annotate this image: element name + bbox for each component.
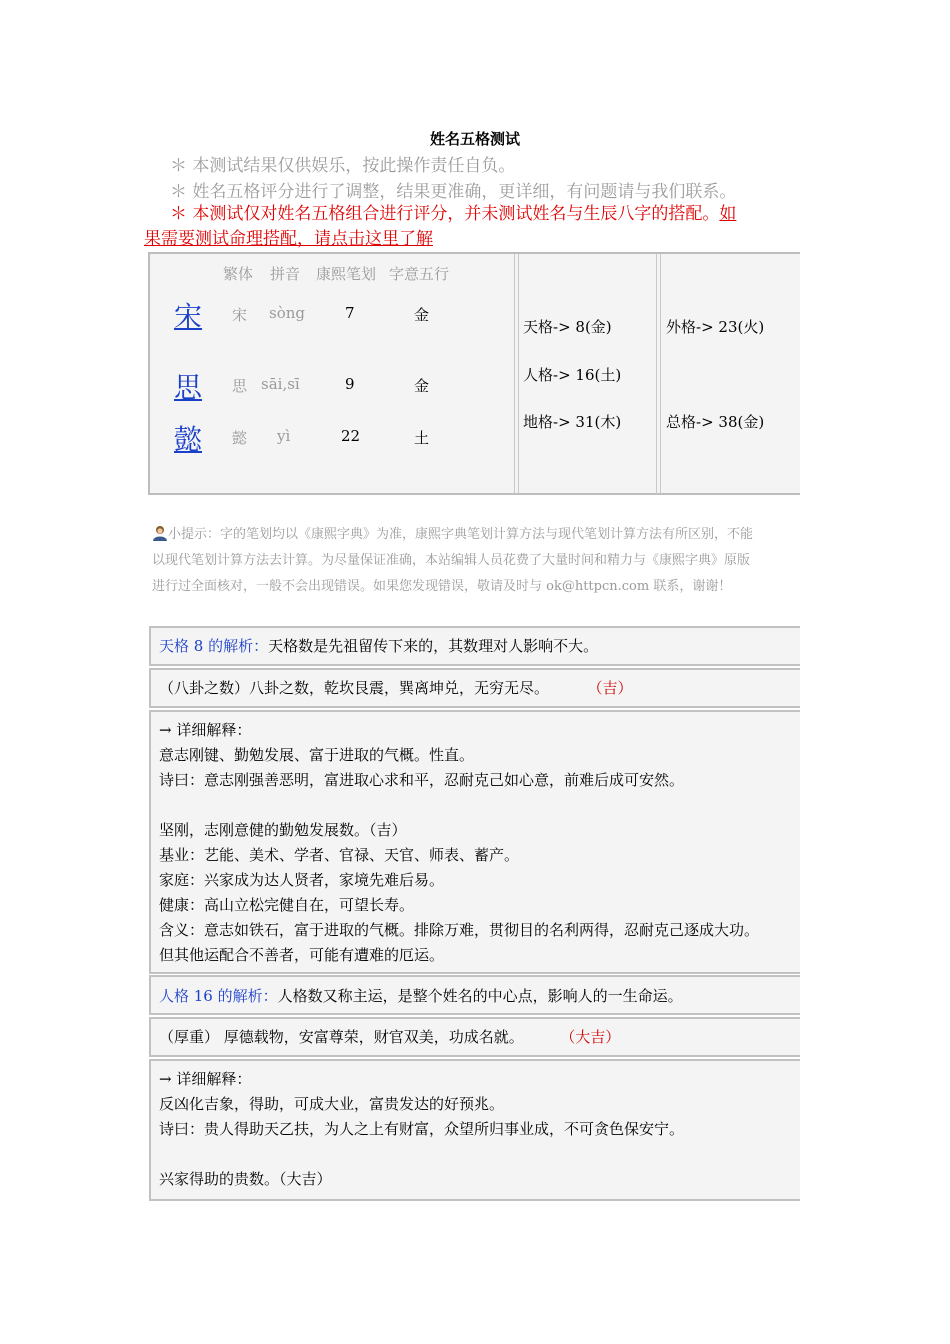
page-title: 姓名五格测试 bbox=[429, 130, 520, 148]
tian-ge: 天格-> 8(金) bbox=[523, 318, 612, 336]
detail-heading: → 详细解释： bbox=[159, 721, 252, 739]
ren-ge: 人格-> 16(土) bbox=[523, 366, 622, 384]
detail-line: 家庭：兴家成为达人贤者，家境先难后易。 bbox=[159, 871, 445, 889]
tian-analysis-desc: 天格数是先祖留传下来的，其数理对人影响不大。 bbox=[268, 637, 599, 655]
disclaimer-note: ＊ 本测试结果仅供娱乐，按此操作责任自负。 bbox=[170, 156, 516, 176]
tip-line-2: 以现代笔划计算方法去计算。为尽量保证准确，本站编辑人员花费了大量时间和精力与《康熙字典》原版 bbox=[152, 553, 751, 568]
bazi-link-part1[interactable]: 如 bbox=[719, 204, 737, 224]
name-char-link[interactable]: 懿 bbox=[174, 423, 203, 456]
ren-detail bbox=[149, 1059, 800, 1201]
wai-ge: 外格-> 23(火) bbox=[666, 318, 765, 336]
detail-line: 兴家得助的贵数。（大吉） bbox=[159, 1170, 332, 1188]
ren-summary-row bbox=[149, 1017, 800, 1057]
di-ge: 地格-> 31(木) bbox=[523, 413, 622, 431]
tian-luck: （吉） bbox=[595, 679, 633, 697]
char-element: 金 bbox=[414, 377, 430, 395]
tian-summary: （八卦之数）八卦之数，乾坎艮震，巽离坤兑，无穷无尽。 bbox=[159, 679, 550, 697]
warning-text bbox=[144, 202, 809, 252]
pinyin: sāi,sī bbox=[261, 375, 300, 393]
tip-line-1: 小提示：字的笔划均以《康熙字典》为准，康熙字典笔划计算方法与现代笔划计算方法有所区别，不能 bbox=[168, 527, 754, 542]
traditional-char: 思 bbox=[232, 377, 248, 395]
detail-line: 意志刚键、勤勉发展、富于进取的气概。性直。 bbox=[159, 746, 475, 764]
char-element: 土 bbox=[414, 429, 430, 447]
name-char-link[interactable]: 宋 bbox=[174, 300, 203, 333]
pinyin: yì bbox=[277, 427, 291, 445]
ren-analysis-label: 人格 16 的解析： bbox=[159, 987, 278, 1005]
header-traditional: 繁体 bbox=[223, 265, 254, 283]
bazi-link-part2[interactable]: 果需要测试命理搭配，请点击这里了解 bbox=[144, 229, 433, 249]
tian-analysis-header bbox=[149, 626, 800, 666]
stroke-tip bbox=[152, 522, 804, 600]
ren-luck: （大吉） bbox=[567, 1028, 621, 1046]
name-table bbox=[148, 252, 800, 495]
person-icon bbox=[152, 525, 168, 541]
zong-ge: 总格-> 38(金) bbox=[666, 413, 765, 431]
name-char-link[interactable]: 思 bbox=[174, 371, 203, 404]
detail-line: 健康：高山立松完健自在，可望长寿。 bbox=[159, 896, 415, 914]
traditional-char: 懿 bbox=[232, 429, 248, 447]
ren-summary: （厚重） 厚德载物，安富尊荣，财官双美，功成名就。 bbox=[159, 1028, 524, 1046]
tian-detail bbox=[149, 710, 800, 974]
ren-analysis-desc: 人格数又称主运，是整个姓名的中心点，影响人的一生命运。 bbox=[277, 987, 683, 1005]
traditional-char: 宋 bbox=[232, 306, 248, 324]
header-element: 字意五行 bbox=[389, 265, 450, 283]
detail-line: 基业：艺能、美术、学者、官禄、天官、师表、蓄产。 bbox=[159, 846, 520, 864]
detail-line: 反凶化吉象，得助，可成大业，富贵发达的好预兆。 bbox=[159, 1095, 505, 1113]
table-divider bbox=[656, 254, 661, 494]
detail-line: 诗曰：贵人得助天乙扶，为人之上有财富，众望所归事业成，不可贪色保安宁。 bbox=[159, 1120, 685, 1138]
char-element: 金 bbox=[414, 306, 430, 324]
detail-heading: → 详细解释： bbox=[159, 1070, 252, 1088]
stroke-count: 22 bbox=[341, 427, 361, 445]
detail-line: 坚刚，志刚意健的勤勉发展数。（吉） bbox=[159, 821, 407, 839]
table-divider bbox=[514, 254, 519, 494]
tian-summary-row bbox=[149, 668, 800, 708]
ren-analysis-header bbox=[149, 975, 800, 1015]
adjustment-note: ＊ 姓名五格评分进行了调整，结果更准确，更详细，有问题请与我们联系。 bbox=[170, 182, 737, 202]
header-strokes: 康熙笔划 bbox=[316, 265, 377, 283]
detail-line: 含义：意志如铁石，富于进取的气概。排除万难，贯彻目的名利两得，忍耐克己逐成大功。 bbox=[159, 921, 760, 939]
tian-analysis-label: 天格 8 的解析： bbox=[159, 637, 269, 655]
detail-line: 诗曰：意志刚强善恶明，富进取心求和平，忍耐克己如心意，前难后成可安然。 bbox=[159, 771, 685, 789]
stroke-count: 7 bbox=[345, 304, 355, 322]
pinyin: sòng bbox=[269, 304, 305, 322]
warning-main: ＊ 本测试仅对姓名五格组合进行评分，并未测试姓名与生辰八字的搭配。 bbox=[170, 204, 720, 224]
detail-line: 但其他运配合不善者，可能有遭难的厄运。 bbox=[159, 946, 445, 964]
tip-line-3: 进行过全面核对，一般不会出现错误。如果您发现错误，敬请及时与 ok@httpcn.com 联系，谢谢！ bbox=[152, 579, 732, 594]
header-pinyin: 拼音 bbox=[270, 265, 301, 283]
stroke-count: 9 bbox=[345, 375, 355, 393]
